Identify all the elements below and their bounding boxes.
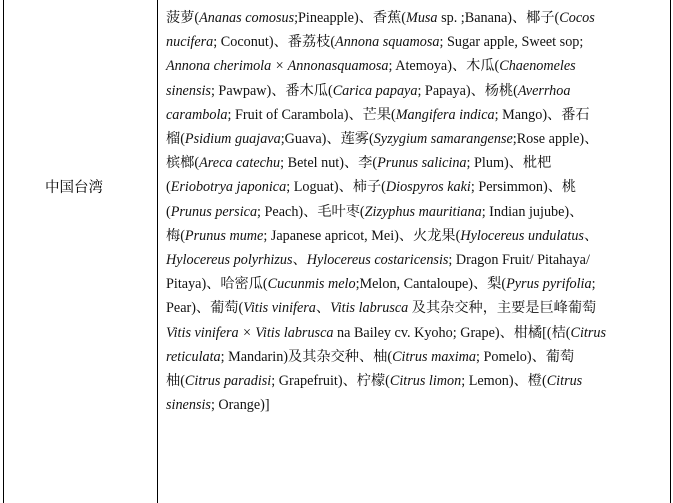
text-run: ; Papaya)、杨桃(	[417, 82, 518, 99]
text-run: ; Fruit of Carambola)、芒果(	[227, 106, 396, 123]
text-run: ; Lemon)、橙(	[461, 373, 547, 390]
table-border-right	[670, 0, 671, 503]
scientific-name: Zizyphus mauritiana	[364, 203, 482, 220]
scientific-name: carambola	[166, 106, 228, 123]
text-line	[166, 369, 666, 393]
table-border-left	[3, 0, 4, 503]
text-line	[166, 200, 666, 224]
scientific-name: Eriobotrya japonica	[170, 179, 287, 196]
text-run: ;	[591, 276, 596, 293]
scientific-name: Vitis vinifera × Vitis labrusca	[166, 324, 334, 341]
text-line	[166, 296, 666, 320]
scientific-name: Annona cherimola × Annonasquamosa	[166, 58, 389, 75]
text-run: ; Plum)、枇杷	[466, 155, 552, 172]
text-line	[166, 248, 666, 272]
text-line	[166, 321, 666, 345]
text-line	[166, 79, 666, 103]
text-run: ; Mandarin)及其杂交种、柚(	[220, 348, 393, 365]
text-line	[166, 151, 666, 175]
text-run: (	[166, 203, 171, 220]
region-cell-label: 中国台湾	[45, 180, 103, 196]
scientific-name: Pyrus pyrifolia	[506, 276, 592, 293]
text-run: ; Loguat)、柿子(	[286, 179, 386, 196]
scientific-name: Hylocereus costaricensis	[306, 252, 449, 269]
text-run: 槟榔(	[166, 155, 200, 172]
scientific-name: Diospyros kaki	[385, 179, 471, 196]
text-run: Pear)、葡萄(	[166, 300, 244, 317]
text-run: ; Persimmon)、桃	[470, 179, 577, 196]
scientific-name: Ananas comosus	[199, 10, 295, 26]
scientific-name: sinensis	[166, 397, 211, 414]
scientific-name: Citrus	[570, 324, 606, 341]
text-line	[166, 6, 666, 30]
scientific-name: Syzygium samarangense	[373, 131, 513, 148]
text-run: ;Pineapple)、香蕉(	[294, 10, 406, 26]
text-run: 柚(	[166, 373, 185, 390]
text-run: 及其杂交种，主要是巨峰葡萄	[408, 300, 597, 317]
scientific-name: Prunus persica	[170, 203, 258, 220]
text-run: ; Dragon Fruit/ Pitahaya/	[448, 252, 590, 269]
text-line	[166, 103, 666, 127]
text-run: ; Grapefruit)、柠檬(	[271, 373, 390, 390]
scientific-name: Hylocereus polyrhizus	[166, 252, 293, 269]
text-run: ; Sugar apple, Sweet sop;	[439, 34, 584, 51]
fruit-list-cell	[166, 6, 666, 417]
scientific-name: Chaenomeles	[499, 58, 576, 75]
text-run: ; Japanese apricot, Mei)、火龙果(	[263, 227, 461, 244]
scientific-name: Musa	[406, 10, 438, 26]
text-line	[166, 30, 666, 54]
scientific-name: Citrus maxima	[392, 348, 477, 365]
scientific-name: Mangifera indica	[395, 106, 495, 123]
text-run: 、	[292, 252, 307, 269]
text-run: na Bailey cv. Kyoho; Grape)、柑橘[(桔(	[333, 324, 571, 341]
scientific-name: Psidium guajava	[184, 131, 281, 148]
scientific-name: Prunus mume	[184, 227, 264, 244]
text-run: 、	[315, 300, 331, 317]
text-line	[166, 54, 666, 78]
scientific-name: nucifera	[166, 34, 214, 51]
text-line	[166, 393, 666, 417]
scientific-name: Vitis vinifera	[243, 300, 316, 317]
scientific-name: Citrus paradisi	[184, 373, 272, 390]
text-run: Pitaya)、哈密瓜(	[166, 276, 268, 293]
text-run: ;Guava)、莲雾(	[280, 131, 374, 148]
text-run: ; Mango)、番石	[494, 106, 590, 123]
text-run: ; Pawpaw)、番木瓜(	[210, 82, 333, 99]
text-run: 榴(	[166, 131, 185, 148]
scientific-name: reticulata	[166, 348, 221, 365]
text-run: ;Rose apple)、	[512, 131, 599, 148]
text-line	[166, 127, 666, 151]
scientific-name: Annona squamosa	[335, 34, 440, 51]
text-run: 梅(	[166, 227, 185, 244]
text-run: 、	[583, 227, 599, 244]
text-run: ;Melon, Cantaloupe)、梨(	[355, 276, 507, 293]
text-run: ; Coconut)、番荔枝(	[213, 34, 336, 51]
text-line	[166, 224, 666, 248]
text-line	[166, 345, 666, 369]
scientific-name: Carica papaya	[332, 82, 418, 99]
text-run: ; Peach)、毛叶枣(	[257, 203, 365, 220]
scientific-name: Averrhoa	[517, 82, 571, 99]
text-line	[166, 272, 666, 296]
text-run: ; Atemoya)、木瓜(	[388, 58, 500, 75]
scientific-name: Cucunmis melo	[267, 276, 356, 293]
scientific-name: Citrus limon	[389, 373, 462, 390]
text-run: ; Betel nut)、李(	[280, 155, 378, 172]
text-run: ; Orange)]	[210, 397, 270, 414]
text-run: ; Pomelo)、葡萄	[476, 348, 575, 365]
text-run: sp. ;Banana)、椰子(	[437, 10, 560, 26]
scientific-name: sinensis	[166, 82, 211, 99]
table-border-divider	[157, 0, 158, 503]
scientific-name: Citrus	[546, 373, 583, 390]
text-line	[166, 175, 666, 199]
scientific-name: Prunus salicina	[377, 155, 467, 172]
scientific-name: Cocos	[559, 10, 595, 26]
scientific-name: Areca catechu	[199, 155, 281, 172]
scientific-name: Vitis labrusca	[330, 300, 409, 317]
scientific-name: Hylocereus undulatus	[460, 227, 584, 244]
text-run: ; Indian jujube)、	[481, 203, 584, 220]
text-run: (	[166, 179, 171, 196]
text-run: 菠萝(	[166, 10, 200, 26]
